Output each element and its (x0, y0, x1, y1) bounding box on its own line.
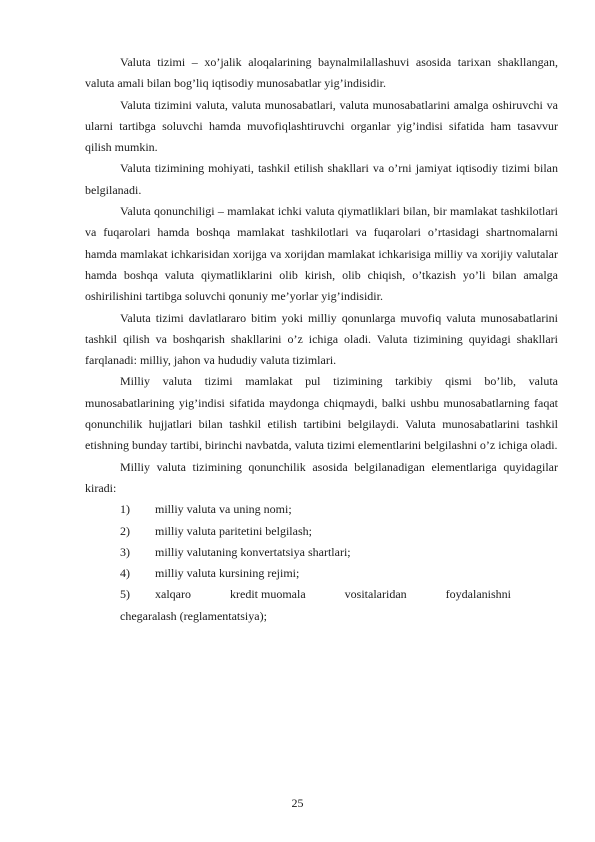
paragraph: Valuta tizimi – xo’jalik aloqalarining baynalmilallashuvi asosida tarixan shakllangan, valuta amali bilan bog’liq iqtisodiy munosabatlar yig’indisidir. (85, 55, 558, 91)
paragraph: Valuta tizimini valuta, valuta munosabatlari, valuta munosabatlarini amalga oshiruvchi va ularni tartibga soluvchi hamda muvofiqlashtiruvchi organlar yig’indisi sifatida ham tasavvur qilish mumkin. (85, 97, 558, 155)
list-item-text: milliy valuta kursining rejimi; (155, 566, 300, 581)
paragraph: Valuta tizimi davlatlararo bitim yoki milliy qonunlarga muvofiq valuta munosabatlarini tashkil qilish va boshqarish shakllarini o’z ichiga oladi. Valuta tizimining quyidagi shakllari farqlanadi: milliy, jahon va hududiy valuta tizimlari. (85, 310, 558, 368)
list-item-word: vositalaridan (344, 587, 407, 602)
list-item-text: milliy valuta va uning nomi; (155, 502, 292, 517)
list-item-number: 3) (120, 544, 130, 559)
paragraph: Valuta tizimining mohiyati, tashkil etilish shakllari va o’rni jamiyat iqtisodiy tizimi bilan belgilanadi. (85, 161, 558, 197)
elements-list (85, 499, 558, 605)
paragraph: Valuta qonunchiligi – mamlakat ichki valuta qiymatliklari bilan, bir mamlakat tashkilotlari va fuqarolari hamda boshqa mamlakat tashkilotlari va fuqarolari o’rtasidagi shartnomalarni hamda mamlakat ichkarisidan xorijga va xorijdan mamlakat ichkarisiga milliy va xorijiy valutalar hamda boshqa valuta qiymatliklarini olib kirish, olib chiqish, o’tkazish yo’li bilan amalga oshirilishini tartibga soluvchi qonuniy me’yorlar yig’indisidir. (85, 204, 558, 304)
list-item-text: milliy valutaning konvertatsiya shartlari; (155, 544, 351, 559)
list-item-word: foydalanishni (445, 587, 511, 602)
paragraph: Milliy valuta tizimi mamlakat pul tizimining tarkibiy qismi bo’lib, valuta munosabatlarining yig’indisi sifatida maydonga chiqmaydi, balki ushbu munosabatlarning faqat qonunchilik hujjatlari bilan tashkil etilish tartibini belgilaydi. Valuta munosabatlarini tashkil etishning bunday tartibi, birinchi navbatda, valuta tizimi elementlarini belgilashni o’z ichiga oladi. (85, 374, 558, 453)
list-item-text: milliy valuta paritetini belgilash; (155, 523, 312, 538)
page-content (85, 52, 558, 627)
list-item-continuation: chegaralash (reglamentatsiya); (120, 608, 267, 623)
page-number: 25 (291, 796, 304, 810)
list-item-text (155, 584, 558, 605)
paragraph: Milliy valuta tizimining qonunchilik asosida belgilanadigan elementlariga quyidagilar kiradi: (85, 459, 558, 495)
list-item-number: 2) (120, 523, 130, 538)
list-item (85, 521, 558, 542)
list-item (85, 563, 558, 584)
list-item (85, 542, 558, 563)
list-item-number: 4) (120, 566, 130, 581)
list-item (85, 499, 558, 520)
list-item-number: 1) (120, 502, 130, 517)
list-item-word: kredit muomala (230, 587, 306, 602)
list-item (85, 584, 558, 605)
list-item-number: 5) (120, 587, 130, 602)
list-item-word: xalqaro (155, 587, 191, 602)
